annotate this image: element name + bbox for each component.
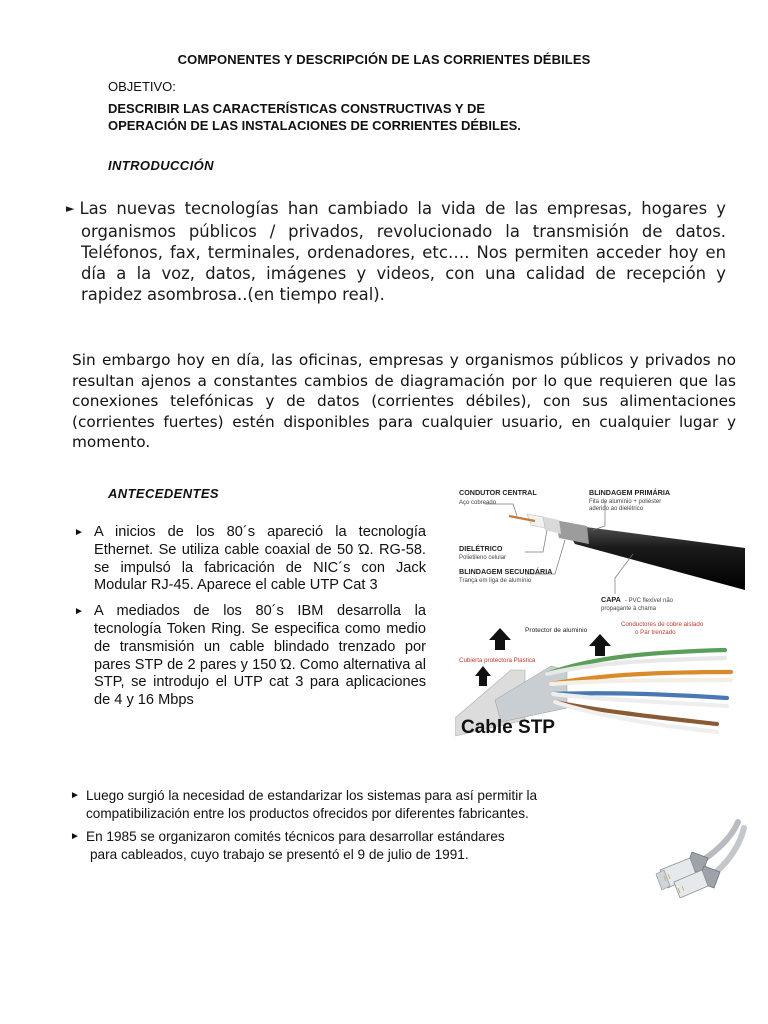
bottom-item-1-line-1: Luego surgió la necesidad de estandarizar los sistemas para así permitir la bbox=[86, 788, 538, 803]
rj45-connectors-image bbox=[650, 818, 750, 898]
introduccion-paragraph bbox=[66, 198, 726, 305]
bottom-list bbox=[70, 787, 670, 869]
bullet-icon: ► bbox=[74, 527, 84, 538]
bullet-icon: ► bbox=[70, 790, 80, 801]
bottom-item-1-line-2: compatibilización entre los productos ofrecidos por diferentes fabricantes. bbox=[86, 806, 529, 821]
list-item bbox=[74, 524, 426, 595]
bullet-icon: ► bbox=[66, 202, 75, 215]
sin-embargo-paragraph: Sin embargo hoy en día, las oficinas, empresas y organismos públicos y privados no resultan ajenos a constantes cambios de diagramación por lo que requieren que las conexiones telefónicas y de datos (corrientes débiles), con sus alimentaciones (corrientes fuertes) estén disponibles para cualquier usuario, en cualquier lugar y momento. bbox=[72, 351, 736, 451]
stp-cable-image bbox=[455, 614, 745, 744]
label-conductores-2: o Par trenzado bbox=[635, 629, 676, 636]
label-capa-sub1: - PVC flexível não bbox=[625, 598, 674, 604]
label-capa: CAPA bbox=[601, 595, 621, 604]
label-condutor-central-sub: Aço cobreado bbox=[459, 500, 497, 506]
stp-pairs bbox=[547, 650, 731, 732]
antecedentes-heading: ANTECEDENTES bbox=[108, 486, 219, 501]
list-item bbox=[70, 828, 670, 864]
label-blindagem-primaria-sub2: aderido ao dielétrico bbox=[589, 506, 644, 512]
antecedente-text: A inicios de los 80´s apareció la tecnología Ethernet. Se utiliza cable coaxial de 50 Ώ. RG-58. se impulsó la fabricación de NIC´s con Jack Modular RJ-45. Aparece el cable UTP Cat 3 bbox=[94, 524, 426, 594]
bottom-item-2-line-2: para cableados, cuyo trabajo se presentó el 9 de julio de 1991. bbox=[90, 847, 469, 862]
label-blindagem-primaria-sub1: Fita de alumínio + poliéster bbox=[589, 499, 662, 505]
stp-caption: Cable STP bbox=[461, 717, 555, 738]
introduccion-text: Las nuevas tecnologías han cambiado la vida de las empresas, hogares y organismos públicos / privados, revolucionado la transmisión de datos. Teléfonos, fax, terminales, ordenadores, etc…. Nos permiten acceder hoy en día a la voz, datos, imágenes y videos, con una calidad de recepción y rapidez asombrosa..(en tiempo real). bbox=[79, 199, 726, 304]
arrow-up-icon bbox=[489, 628, 511, 650]
label-blindagem-secundaria-sub: Trança em liga de alumínio bbox=[459, 578, 532, 584]
introduccion-heading: INTRODUCCIÓN bbox=[108, 158, 214, 173]
objetivo-text bbox=[108, 100, 668, 134]
label-condutor-central: CONDUTOR CENTRAL bbox=[459, 488, 537, 497]
coaxial-cable-image bbox=[455, 482, 745, 614]
rj45-connector bbox=[656, 822, 744, 898]
label-capa-sub2: propagante à chama bbox=[601, 606, 657, 612]
document-title: COMPONENTES Y DESCRIPCIÓN DE LAS CORRIENTES DÉBILES bbox=[177, 52, 591, 67]
label-cubierta: Cubierta protectora Plastica bbox=[459, 657, 536, 664]
label-conductores-1: Conductores de cobre aislado bbox=[621, 621, 704, 628]
bullet-icon: ► bbox=[74, 606, 84, 618]
bottom-item-2-line-1: En 1985 se organizaron comités técnicos para desarrollar estándares bbox=[86, 829, 505, 844]
label-blindagem-primaria: BLINDAGEM PRIMÁRIA bbox=[589, 488, 671, 497]
label-protector: Protector de aluminio bbox=[525, 627, 588, 634]
objetivo-line-2: OPERACIÓN DE LAS INSTALACIONES DE CORRIENTES DÉBILES. bbox=[108, 118, 521, 133]
antecedentes-list bbox=[74, 524, 426, 718]
objetivo-line-1: DESCRIBIR LAS CARACTERÍSTICAS CONSTRUCTIVAS Y DE bbox=[108, 101, 486, 116]
list-item bbox=[74, 603, 426, 710]
antecedente-text: A mediados de los 80´s IBM desarrolla la tecnología Token Ring. Se especifica como medio de transmisión un cable blindado trenzado por pares STP de 2 pares y 150 Ώ. Como alternativa al STP, se introdujo el UTP cat 3 para aplicaciones de 4 y 16 Mbps bbox=[94, 603, 426, 709]
arrow-up-icon bbox=[589, 634, 611, 656]
label-dieletrico: DIELÉTRICO bbox=[459, 544, 503, 553]
label-dieletrico-sub: Polietileno celular bbox=[459, 555, 507, 561]
bullet-icon: ► bbox=[70, 831, 80, 842]
list-item bbox=[70, 787, 670, 823]
label-blindagem-secundaria: BLINDAGEM SECUNDÁRIA bbox=[459, 567, 553, 576]
arrow-up-icon bbox=[475, 666, 491, 686]
objetivo-label: OBJETIVO: bbox=[108, 79, 176, 94]
coax-jacket bbox=[563, 524, 745, 590]
